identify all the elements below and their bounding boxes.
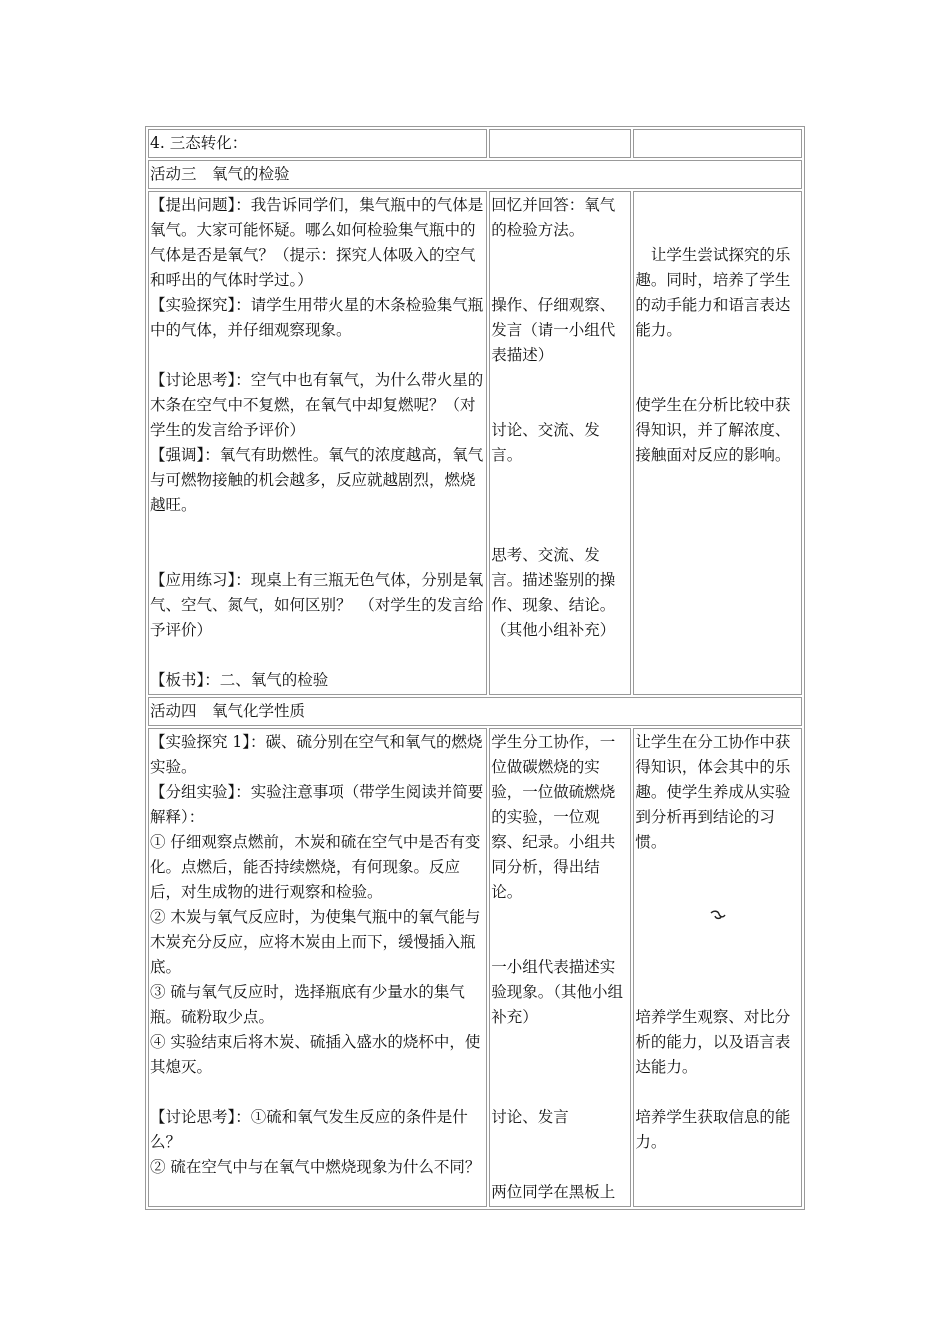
paragraph: 【分组实验】：实验注意事项（带学生阅读并简要解释）： — [150, 783, 484, 826]
spacer — [635, 343, 800, 393]
paragraph: 让学生在分工协作中获得知识，体会其中的乐趣。使学生养成从实验到分析再到结论的习惯。 — [635, 733, 791, 851]
paragraph: 讨论、交流、发言。 — [491, 421, 600, 464]
spacer — [635, 1080, 800, 1105]
paragraph: 让学生尝试探究的乐趣。同时，培养了学生的动手能力和语言表达能力。 — [635, 246, 791, 339]
paragraph: 使学生在分析比较中获得知识，并了解浓度、接触面对反应的影响。 — [635, 396, 791, 464]
spacer — [150, 518, 485, 568]
paragraph: 【板书】：二、氧气的检验 — [150, 671, 329, 689]
document-page — [145, 126, 805, 1210]
empty-cell — [633, 129, 802, 158]
paragraph: 培养学生观察、对比分析的能力，以及语言表达能力。 — [635, 1008, 791, 1076]
paragraph: 两位同学在黑板上 — [491, 1183, 616, 1201]
activity4-teacher-cell — [148, 728, 487, 1207]
spacer — [635, 930, 800, 1005]
paragraph: 思考、交流、发言。描述鉴别的操作、现象、结论。（其他小组补充） — [491, 546, 616, 639]
paragraph: ③ 硫与氧气反应时，选择瓶底有少量水的集气瓶。硫粉取少点。 — [150, 983, 465, 1026]
activity3-title: 活动三 氧气的检验 — [148, 160, 802, 189]
paragraph: 【应用练习】：现桌上有三瓶无色气体，分别是氧气、空气、氮气，如何区别？ （对学生的发言给予评价） — [150, 571, 484, 639]
activity3-row — [148, 191, 802, 695]
paragraph: 【提出问题】：我告诉同学们，集气瓶中的气体是氧气。大家可能怀疑。哪么如何检验集气瓶中的气体是否是氧气？（提示：探究人体吸入的空气和呼出的气体时学过。） — [150, 196, 484, 289]
paragraph: 【强调】：氧气有助燃性。氧气的浓度越高，氧气与可燃物接触的机会越多，反应就越剧烈，燃烧越旺。 — [150, 446, 484, 514]
paragraph: 讨论、发言 — [491, 1108, 569, 1126]
paragraph: ④ 实验结束后将木炭、硫插入盛水的烧杯中，使其熄灭。 — [150, 1033, 481, 1076]
paragraph: 【讨论思考】：①硫和氧气发生反应的条件是什么？ — [150, 1108, 468, 1151]
activity3-teacher-cell — [148, 191, 487, 695]
paragraph: ① 仔细观察点燃前，木炭和硫在空气中是否有变化。点燃后，能否持续燃烧，有何现象。反应后，对生成物的进行观察和检验。 — [150, 833, 481, 901]
three-state-cell: 4. 三态转化： — [148, 129, 487, 158]
activity4-intent-cell — [633, 728, 802, 1207]
spacer — [635, 193, 800, 243]
spacer — [491, 368, 629, 418]
spacer — [491, 243, 629, 293]
section-header-row — [148, 160, 802, 189]
spacer — [635, 855, 800, 905]
paragraph: ② 木炭与氧气反应时，为使集气瓶中的氧气能与木炭充分反应，应将木炭由上而下，缓慢插入瓶底。 — [150, 908, 481, 976]
paragraph: 回忆并回答：氧气的检验方法。 — [491, 196, 616, 239]
empty-cell — [489, 129, 631, 158]
table-row — [148, 129, 802, 158]
paragraph: 【实验探究 1】：碳、硫分别在空气和氧气的燃烧实验。 — [150, 733, 483, 776]
spacer — [491, 1030, 629, 1105]
spacer — [150, 343, 485, 368]
paragraph: 【讨论思考】：空气中也有氧气，为什么带火星的木条在空气中不复燃，在氧气中却复燃呢？（对学生的发言给予评价） — [150, 371, 484, 439]
paragraph: 培养学生获取信息的能力。 — [635, 1108, 791, 1151]
small-ink-mark-icon — [635, 905, 800, 930]
spacer — [491, 1130, 629, 1180]
paragraph: 学生分工协作，一位做碳燃烧的实验，一位做硫燃烧的实验，一位观察、纪录。小组共同分析，得出结论。 — [491, 733, 616, 901]
section-header-row — [148, 697, 802, 726]
lesson-plan-table — [145, 126, 805, 1210]
paragraph: 操作、仔细观察、发言（请一小组代表描述） — [491, 296, 616, 364]
activity4-row — [148, 728, 802, 1207]
activity4-student-cell — [489, 728, 631, 1207]
activity4-title: 活动四 氧气化学性质 — [148, 697, 802, 726]
spacer — [150, 1180, 485, 1205]
activity3-student-cell — [489, 191, 631, 695]
spacer — [150, 1080, 485, 1105]
paragraph: 【实验探究】：请学生用带火星的木条检验集气瓶中的气体，并仔细观察现象。 — [150, 296, 484, 339]
paragraph: ② 硫在空气中与在氧气中燃烧现象为什么不同？ — [150, 1158, 481, 1176]
spacer — [150, 643, 485, 668]
spacer — [491, 468, 629, 543]
activity3-intent-cell — [633, 191, 802, 695]
paragraph: 一小组代表描述实验现象。（其他小组补充） — [491, 958, 623, 1026]
spacer — [491, 905, 629, 955]
